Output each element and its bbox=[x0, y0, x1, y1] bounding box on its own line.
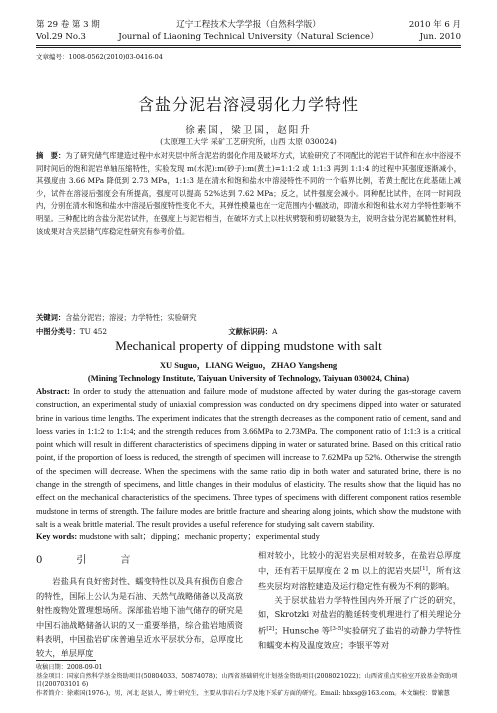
article-number: 文章编号：1008-0562(2010)03-0416-04 bbox=[36, 53, 163, 61]
keywords-en-label: Key words: bbox=[36, 532, 78, 541]
keywords-cn bbox=[36, 312, 461, 325]
citation-ref: [1] bbox=[420, 566, 428, 573]
volume-en: Vol.29 No.3 bbox=[36, 32, 86, 42]
abstract-cn-label: 摘 要： bbox=[36, 151, 66, 160]
abstract-en-label: Abstract: bbox=[36, 387, 70, 396]
journal-name-cn: 辽宁工程技术大学学报（自然科学版） bbox=[176, 20, 321, 30]
keywords-en-text: mudstone with salt；dipping；mechanic property；experimental study bbox=[79, 532, 320, 541]
body-paragraph-right-2 bbox=[258, 593, 461, 652]
paper-title-cn: 含盐分泥岩溶浸弱化力学特性 bbox=[137, 95, 359, 114]
keywords-en bbox=[36, 531, 461, 544]
funding-note: 基金项目：国家自然科学基金资助项目(50804033、50874078)；山西省基础研究计划基金资助项目(2008021022)；山西省重点实验室开放基金资助项目(200703101 6) bbox=[36, 672, 458, 689]
classification-code: TU 452 bbox=[79, 327, 108, 336]
date-cn: 2010 年 6 月 bbox=[408, 20, 461, 30]
header-rule-top bbox=[36, 45, 461, 46]
abstract-cn bbox=[36, 150, 461, 238]
footnote-rule bbox=[36, 660, 96, 661]
section-heading-intro: 0 引 言 bbox=[36, 555, 143, 566]
body-paragraph-left: 岩盐具有良好密封性、蠕变特性以及具有损伤自愈合的特性，国际上公认为是石油、天然气战略储备以及高放射性废物处置理想场所。深部盐岩地下油气储存的研究是中国石油战略储备认识的又一重要举措，综合盐岩地质资料表明，中国盐岩矿床普遍呈近水平层状分布，总厚度比较大，单层厚度 bbox=[36, 576, 243, 659]
volume-cn: 第 29 卷 第 3 期 bbox=[36, 20, 100, 30]
authors-cn: 徐素国，梁卫国，赵阳升 bbox=[185, 125, 312, 136]
received-date: 收稿日期：2008-09-01 bbox=[36, 664, 103, 671]
citation-ref: [2] bbox=[266, 625, 275, 632]
affiliation-cn: (太原理工大学 采矿工艺研究所，山西 太原 030024) bbox=[160, 137, 337, 146]
affiliation-en: (Mining Technology Institute, Taiyuan University of Technology, Taiyuan 030024, China) bbox=[87, 373, 410, 383]
abstract-en bbox=[36, 385, 461, 531]
journal-name-en: Journal of Liaoning Technical University（Natural Science） bbox=[118, 32, 379, 42]
abstract-cn-text: 为了研究储气库建造过程中水对夹层中所含泥岩的弱化作用及破坏方式，试验研究了不同配比的泥岩干试件和在水中浴浸不同时间后的饱和泥岩单轴压缩特性，实验发现 m(水泥):m(砂子):m(黄土)=1:1:2 或 1:1:3 再到 1:1:4 的过程中其强度逐渐减小，其强度由 3.66 MPa 降低到 2.73 MPa，1:1:3 是在清水和饱和盐水中溶浸特性不同的一个临界比例，若黄土配比在此基础上减少，试件在溶浸后强度会有所提高，强度可以提高 52%达到 7.62 MPa；反之，试件强度会减小。同种配比试件，在同一时间段内，分别在清水和饱和盐水中溶浸后强度特性变化不大，其弹性模量也在一定范围内小幅波动，即清水和饱和盐水对力学特性影响不明显。三种配比的含盐分泥岩试件，在强度上与泥岩相当，在破坏方式上以柱状劈裂和剪切破裂为主，说明含盐分泥岩属脆性材料，该成果对含夹层储气库稳定性研究有参考价值。 bbox=[36, 151, 461, 236]
body-text: ，所有这些夹层均对溶腔建造及运行稳定性有极为不利的影响。 bbox=[258, 566, 461, 591]
paper-title-en: Mechanical property of dipping mudstone with salt bbox=[115, 338, 382, 353]
author-bio: 作者简介：徐素国(1976-)，男，河北 赵县人，博士研究生，主要从事岩石力学及地下采矿方面的研究。Email: hbxsg@163.com。本文编校：曾繁慧 bbox=[36, 689, 450, 697]
authors-en: XU Suguo，LIANG Weiguo，ZHAO Yangsheng bbox=[159, 360, 338, 370]
classification-label: 中图分类号： bbox=[36, 327, 80, 336]
body-paragraph-right-1 bbox=[258, 548, 461, 593]
doc-code: A bbox=[272, 327, 278, 336]
body-text: ；Hunsche 等 bbox=[274, 625, 331, 636]
body-text: 相对较小，比较小的泥岩夹层相对较多，在盐岩总厚度中，还有若干层厚度在 2 m 以上的泥岩夹层 bbox=[258, 550, 461, 577]
keywords-cn-label: 关键词： bbox=[36, 313, 66, 322]
footnote bbox=[36, 664, 461, 698]
date-en: Jun. 2010 bbox=[419, 32, 461, 42]
keywords-cn-text: 含盐分泥岩；溶浸；力学特性；实验研究 bbox=[65, 313, 197, 322]
body-text: 实验研究了盐岩的动静力学特性和蠕变本构及温度效应；李银平等对 bbox=[258, 625, 461, 650]
body-text: 关于层状盐岩力学特性国内外开展了广泛的研究，如，Skrotzki 对盐岩的脆延转变机理进行了相关理论分析 bbox=[258, 594, 461, 636]
header-rule-bottom bbox=[36, 47, 461, 48]
doc-code-label: 文献标识码： bbox=[228, 327, 273, 336]
citation-ref: [3-5] bbox=[330, 625, 344, 632]
body-column-left bbox=[36, 548, 243, 661]
classification-row bbox=[36, 326, 461, 339]
abstract-en-text: In order to study the attenuation and failure mode of mudstone affected by water during the gas-storage cavern construction, an experimental study of uniaxial compression was conducted on dry specimens dipped into water or saturated brine in various time lengths. The experiment indicates that the strength decreases as the component ratio of cement, sand and loess varies in 1:1:2 to 1:1:4; and the strength reduces from 3.66MPa to 2.73MPa. The component ratio of 1:1:3 is a critical point which will result in different characteristics of specimens dipping in water or saturated brine. Based on this critical ratio point, if the proportion of loess is reduced, the strength of specimen will increase to 7.62MPa up 52%. Otherwise the strength of the specimen will decrease. When the specimens with the same ratio dip in both water and saturated brine, there is no change in the strength of specimens, and little changes in their modulus of elasticity. The results show that the liquid has no effect on the mechanical characteristics of the specimens. Three types of specimens with different component ratios resemble mudstone in terms of strength. The failure modes are brittle fracture and shearing along joints, which show the mudstone with salt is a weak brittle material. The result provides a useful reference for studying salt cavern stability. bbox=[36, 387, 461, 529]
body-column-right bbox=[258, 548, 461, 652]
